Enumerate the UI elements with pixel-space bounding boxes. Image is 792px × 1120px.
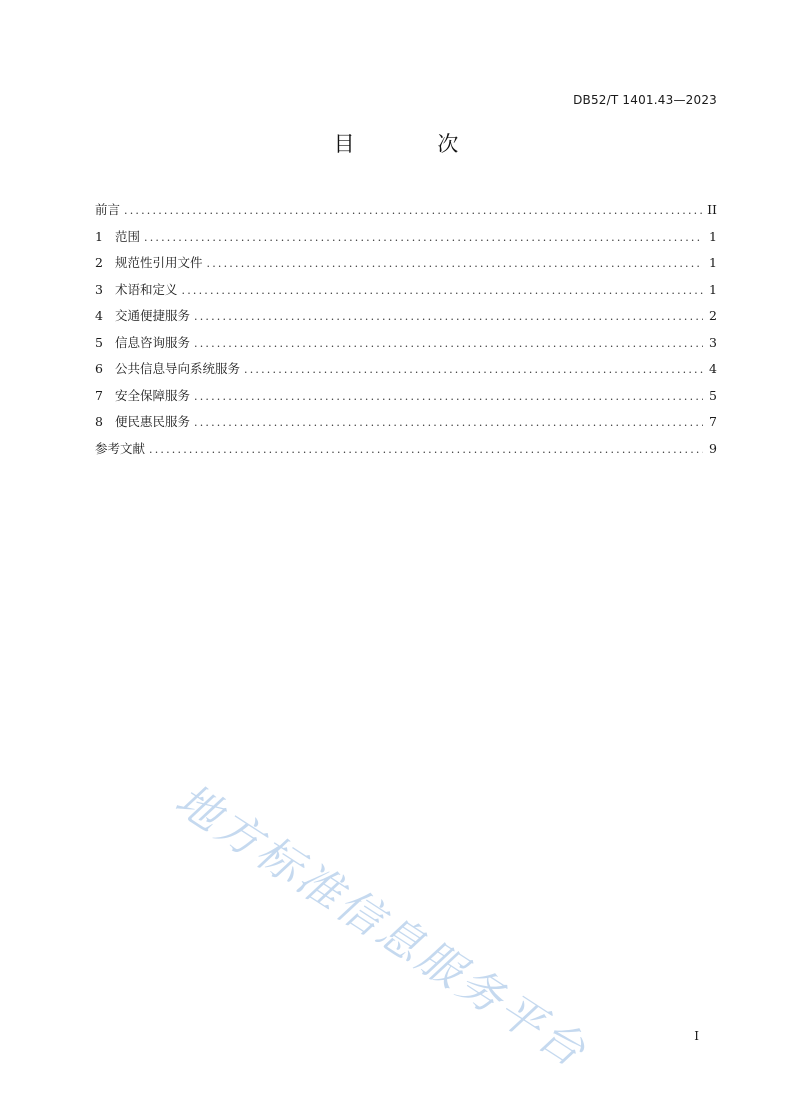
page-number: I	[694, 1029, 699, 1043]
toc-entry-7[interactable]	[95, 386, 717, 413]
toc-entry-3[interactable]	[95, 280, 717, 307]
toc-entry-number: 5	[95, 334, 103, 350]
toc-page-number: 4	[709, 361, 717, 376]
toc-entry-references[interactable]	[95, 439, 717, 466]
toc-leader-dots	[194, 307, 703, 327]
toc-page-number: II	[707, 202, 717, 217]
toc-entry-4[interactable]	[95, 306, 717, 333]
toc-entry-title: 安全保障服务	[115, 387, 191, 403]
toc-entry-2[interactable]	[95, 253, 717, 280]
toc-entry-title: 规范性引用文件	[115, 255, 203, 270]
toc-entry-foreword[interactable]	[95, 200, 717, 227]
toc-page-number: 9	[709, 440, 717, 456]
toc-entry-title: 交通便捷服务	[115, 308, 191, 323]
toc-entry-number: 6	[95, 361, 103, 376]
toc-entry-title: 参考文献	[95, 440, 146, 456]
page-title: 目 次	[333, 132, 497, 156]
toc-page-number: 7	[709, 414, 717, 429]
toc-entry-title: 前言	[95, 202, 121, 217]
toc-leader-dots	[149, 440, 703, 460]
toc-entry-title: 范围	[115, 228, 141, 244]
toc-entry-title: 便民惠民服务	[115, 414, 191, 429]
toc-leader-dots	[182, 281, 703, 301]
standard-code: DB52/T 1401.43—2023	[573, 93, 717, 107]
toc-entry-number: 1	[95, 228, 103, 244]
toc-page-number: 3	[709, 334, 717, 350]
toc-leader-dots	[194, 387, 703, 407]
toc-entry-title: 术语和定义	[115, 281, 178, 297]
toc-entry-title: 信息咨询服务	[115, 334, 191, 350]
toc-page-number: 5	[709, 387, 717, 403]
toc-entry-number: 4	[95, 308, 103, 323]
toc-page-number: 2	[709, 308, 717, 323]
toc-entry-1[interactable]	[95, 227, 717, 254]
toc-leader-dots	[194, 413, 703, 433]
toc-entry-number: 2	[95, 255, 103, 270]
toc-leader-dots	[244, 360, 703, 380]
toc-entry-number: 3	[95, 281, 103, 297]
toc-leader-dots	[124, 201, 703, 221]
toc-leader-dots	[207, 254, 703, 274]
table-of-contents	[95, 200, 717, 465]
toc-page-number: 1	[709, 228, 717, 244]
toc-entry-6[interactable]	[95, 359, 717, 386]
toc-entry-5[interactable]	[95, 333, 717, 360]
toc-entry-number: 7	[95, 387, 103, 403]
toc-entry-title: 公共信息导向系统服务	[115, 361, 241, 376]
toc-page-number: 1	[709, 281, 717, 297]
watermark: 地方标准信息服务平台	[166, 774, 597, 1079]
toc-leader-dots	[194, 334, 703, 354]
toc-leader-dots	[144, 228, 703, 248]
toc-entry-8[interactable]	[95, 412, 717, 439]
toc-page-number: 1	[709, 255, 717, 270]
toc-entry-number: 8	[95, 414, 103, 429]
